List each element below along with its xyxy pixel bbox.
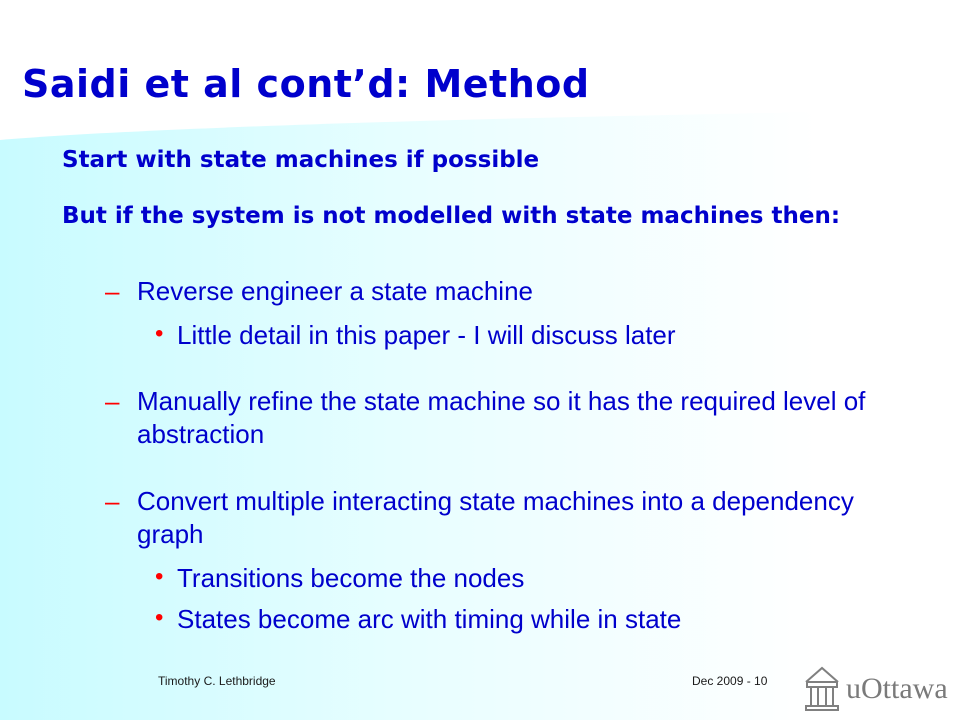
uottawa-logo-text: uOttawa (846, 672, 948, 705)
bullet-item-2: But if the system is not modelled with state machines then: (62, 203, 841, 229)
bullet-item-4 (155, 319, 917, 352)
dash-bullet: – (105, 386, 120, 416)
bullet-item-8 (155, 603, 917, 636)
bullet-item-1: Start with state machines if possible (62, 147, 540, 173)
bullet-item-5 (105, 385, 897, 451)
dot-bullet: • (155, 604, 164, 631)
dot-bullet: • (155, 320, 164, 347)
dot-bullet: • (155, 563, 164, 590)
slide-title: Saidi et al cont’d: Method (22, 62, 590, 106)
footer-date-page: Dec 2009 - 10 (692, 674, 768, 688)
bullet-text: Reverse engineer a state machine (137, 276, 534, 306)
bullet-item-6 (105, 485, 897, 551)
bullet-item-3 (105, 275, 897, 308)
footer-author: Timothy C. Lethbridge (158, 674, 276, 688)
bullet-text: Manually refine the state machine so it has the required level of abstraction (137, 386, 866, 449)
bullet-text: Convert multiple interacting state machines into a dependency graph (137, 486, 854, 549)
dash-bullet: – (105, 276, 120, 306)
dash-bullet: – (105, 486, 120, 516)
bullet-text: Transitions become the nodes (177, 563, 525, 593)
bullet-text: Little detail in this paper - I will discuss later (177, 320, 676, 350)
bullet-item-7 (155, 562, 917, 595)
bullet-text: States become arc with timing while in state (177, 604, 682, 634)
